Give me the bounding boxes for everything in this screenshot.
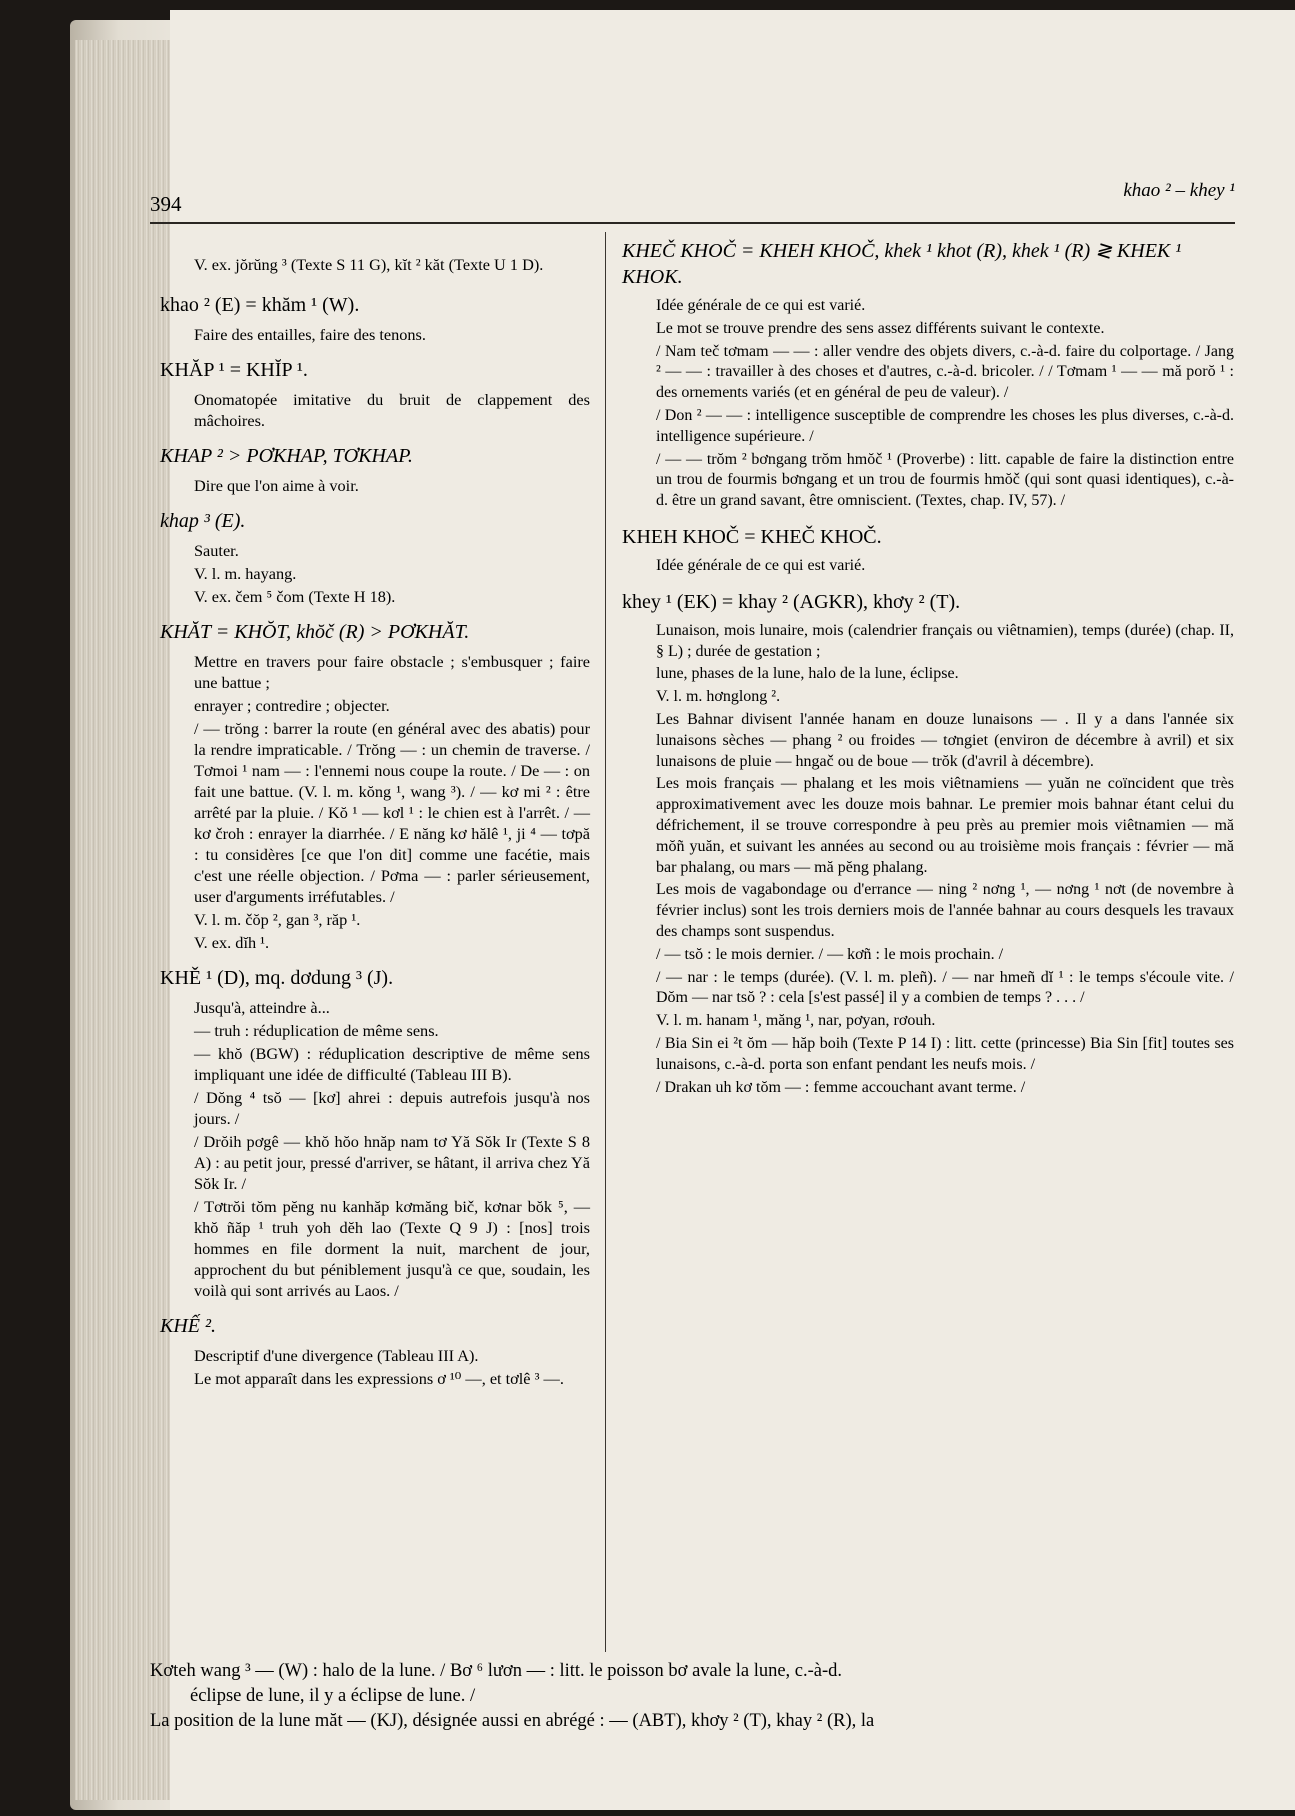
headword: KHEH KHOČ = KHEČ KHOČ. [622,525,882,548]
entry-body: Idée générale de ce qui est varié. Le mot se trouve prendre des sens assez différents suivant le contexte. / Nam teč tơmam — — : aller vendre des objets divers, c.-à-d. faire du colportage. / Jang ² — — : travailler à des choses et d'autres, c.-à-d. bricoler. / / Tơmam ¹ — — mă porŏ ¹ : des ornements variés (et en général de peu de valeur). / / Don ² — — : intelligence susceptible de comprendre les choses les plus diverses, c.-à-d. intelligence supérieure. / / — — trŏm ² bơngang trŏm hmŏč ¹ (Proverbe) : litt. capable de faire la distinction entre un trou de fourmis bơngang et un trou de fourmis hmŏč (qui sont quasi identiques), c.-à-d. être un grand savant, être omniscient. (Textes, chap. IV, 57). / [656,297,1234,510]
footnote-line: La position de la lune măt — (KJ), désignée aussi en abrégé : — (ABT), khơy ² (T), khay ² (R), la [150,1711,875,1731]
entry-body: Dire que l'on aime à voir. [194,475,359,495]
entry-khe-1 [160,965,590,1301]
entry-body: Mettre en travers pour faire obstacle ; s'embusquer ; faire une battue ; enrayer ; contredire ; objecter. / — trŏng : barrer la route (en général avec des abatis) pour la rendre impraticable. / Trŏng — : un chemin de traverse. / Tơmoi ¹ nam — : l'ennemi nous coupe la route. / De — : on fait une battue. (V. l. m. kŏng ¹, wang ³). / — kơ mi ² : être arrêté par la pluie. / Kŏ ¹ — kơl ¹ : le chien est à l'arrêt. / — kơ čroh : enrayer la diarrhée. / E năng kơ hălê ¹, ji ⁴ — tơpă : tu considères [ce que l'on dit] comme une facétie, mais c'est une réelle objection. / Pơma — : parler sérieusement, user d'arguments irréfutables. / V. l. m. čŏp ², gan ³, răp ¹. V. ex. dĭh ¹. [194,651,590,952]
entry-khe-2 [160,1313,590,1389]
footnote-line: Kơteh wang ³ — (W) : halo de la lune. / Bơ ⁶ lươn — : litt. le poisson bơ avale la lune, c.-à-d. [150,1661,843,1681]
column-divider [605,232,606,1652]
entry-body: Sauter. V. l. m. hayang. V. ex. čem ⁵ čom (Texte H 18). [194,540,396,606]
entry-khec-khoc [622,238,1234,512]
continuation-text: V. ex. jŏrŭng ³ (Texte S 11 G), kĭt ² kăt (Texte U 1 D). [194,255,544,275]
entry-body: Onomatopée imitative du bruit de clappement des mâchoires. [194,389,590,430]
entry-body: Lunaison, mois lunaire, mois (calendrier français ou viêtnamien), temps (durée) (chap. II, § L) ; durée de gestation ; lune, phases de la lune, halo de la lune, éclipse. V. l. m. hơnglong ². Les Bahnar divisent l'année hanam en douze lunaisons — . Il y a dans l'année six lunaisons sèches — phang ² ou froides — tơngiet (environ de décembre à avril) et six lunaisons de pluie — hngač ou de boue — trŏk (d'avril à décembre). Les mois français — phalang et les mois viêtnamiens — yuăn ne coïncident que très approximativement avec les douze mois bahnar. Le premier mois bahnar étant celui du défrichement, il se trouve correspondre à peu près au premier mois viêtnamien — mă mŏñ yuăn, et suivant les années au second ou au troisième mois français : février — mă bar phalang, ou mars — mă pĕng phalang. Les mois de vagabondage ou d'errance — ning ² nơng ¹, — nơng ¹ nơt (de novembre à février inclus) sont les trois derniers mois de l'année bahnar au cours desquels les travaux des champs sont suspendus. / — tsŏ : le mois dernier. / — kơñ : le mois prochain. / / — nar : le temps (durée). (V. l. m. pleñ). / — nar hmeñ dĭ ¹ : le temps s'écoule vite. / Dŏm — nar tsŏ ? : cela [s'est passé] il y a combien de temps ? . . . / V. l. m. hanam ¹, măng ¹, nar, pơyan, rơouh. / Bia Sin ei ²t ŏm — hăp boih (Texte P 14 I) : litt. cette (princesse) Bia Sin [fit] toutes ses lunaisons, c.-à-d. porta son enfant pendant les neufs mois. / / Drakan uh kơ tŏm — : femme accouchant avant terme. / [656,621,1234,1096]
page-number: 394 [150,192,182,216]
headword: khao ² (E) = khăm ¹ (W). [160,293,360,316]
entry-khap-3 [160,508,590,607]
entry-khao [160,292,590,345]
headword: KHẾ ². [160,1314,216,1337]
headword: khap ³ (E). [160,509,246,532]
head-words: khao ² – khey ¹ [1123,180,1235,201]
page-edges [75,40,170,1800]
entry-khap-2 [160,443,590,496]
headword: KHĂT = KHŎT, khŏč (R) > PƠKHĂT. [160,620,470,643]
right-column [622,238,1234,1110]
footnote-line: éclipse de lune, il y a éclipse de lune. / [190,1686,476,1706]
entry-khap-1 [160,357,590,431]
entry-body: Faire des entailles, faire des tenons. [194,324,426,344]
entry-kheh-khoc [622,524,1234,577]
headword: khey ¹ (EK) = khay ² (AGKR), khơy ² (T). [622,590,961,613]
header-rule [150,222,1235,224]
entry-body: Idée générale de ce qui est varié. [656,556,866,574]
entry-khey [622,589,1234,1099]
headword: KHEČ KHOČ = KHEH KHOČ, khek ¹ khot (R), khek ¹ (R) ≷ KHEK ¹ KHOK. [622,240,1182,288]
headword: KHĂP ¹ = KHĬP ¹. [160,358,308,381]
entry-khat [160,619,590,953]
headword: KHAP ² > PƠKHAP, TƠKHAP. [160,444,413,467]
bottom-continuation [150,1660,1235,1735]
entry-body: Jusqu'à, atteindre à... — truh : réduplication de même sens. — khŏ (BGW) : réduplication descriptive de même sens impliquant une idée de difficulté (Tableau III B). / Dŏng ⁴ tsŏ — [kơ] ahrei : depuis autrefois jusqu'à nos jours. / / Drŏih pơgê — khŏ hŏo hnăp nam tơ Yă Sŏk Ir (Texte S 8 A) : au petit jour, pressé d'arriver, se hâtant, il arriva chez Yă Sŏk Ir. / / Tơtrŏi tŏm pĕng nu kanhăp kơmăng bič, kơnar bŏk ⁵, — khŏ ñăp ¹ truh yoh dĕh lao (Texte Q 9 J) : [nos] trois hommes en file dorment la nuit, marchent de jour, approchent du but péniblement jusqu'à ce que, soudain, les voilà qui sont arrivés au Laos. / [194,997,590,1300]
entry-body: Descriptif d'une divergence (Tableau III A). Le mot apparaît dans les expressions ơ ¹⁰ —, et tơlê ³ —. [194,1345,564,1388]
headword: KHĚ ¹ (D), mq. dơdung ³ (J). [160,966,394,989]
left-column [160,238,590,1401]
